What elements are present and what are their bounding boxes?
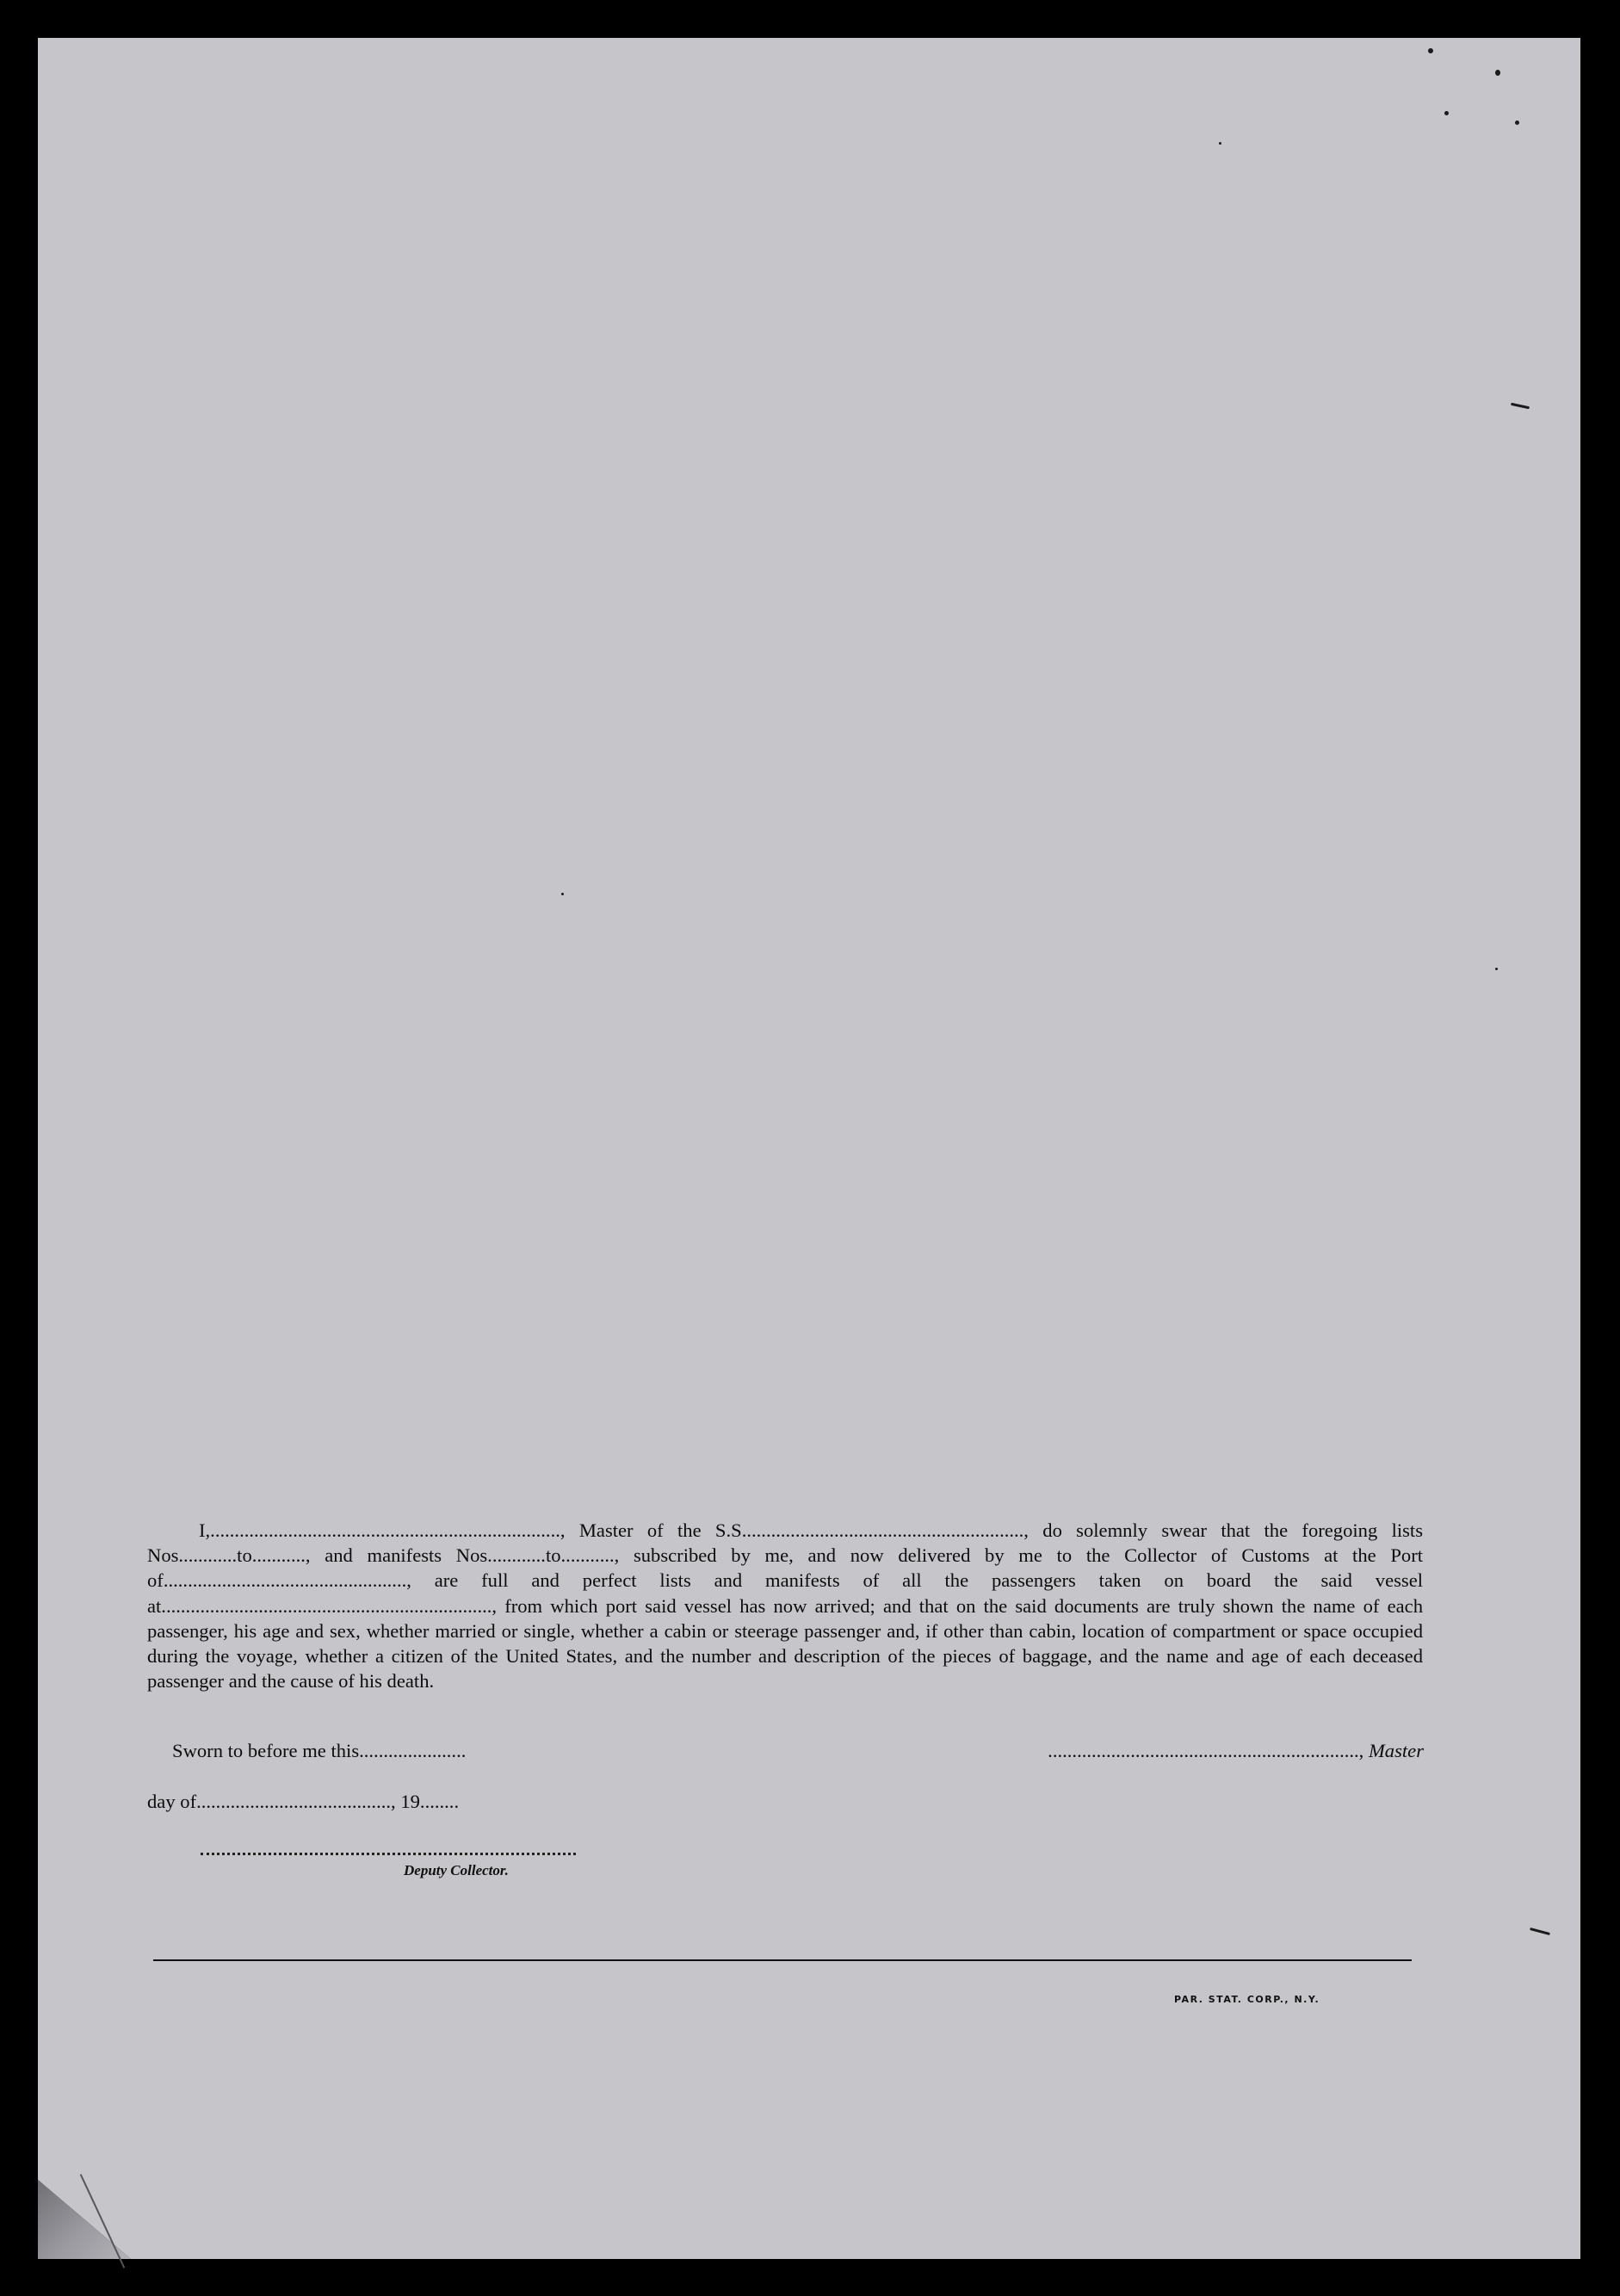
footer-rule <box>153 1959 1412 1961</box>
master-signature-dots: ................................................................, <box>1048 1740 1364 1761</box>
master-signature-line <box>906 1740 1424 1762</box>
printer-imprint: PAR. STAT. CORP., N.Y. <box>1174 1994 1320 2005</box>
master-label: Master <box>1368 1740 1424 1761</box>
deputy-signature-line <box>201 1853 576 1855</box>
oath-statement <box>147 1518 1423 1693</box>
oath-paragraph: I,........................................................................, Master of the S.S.........................................................., do solemnly swear that the foregoing lists Nos............to..........., and manifests Nos............to..........., subscribed by me, and now delivered by me to the Collector of Customs at the Port of.................................................., are full and perfect lists and manifests of all the passengers taken on board the said vessel at...................................................................., from which port said vessel has now arrived; and that on the said documents are truly shown the name of each passenger, his age and sex, whether married or single, whether a cabin or steerage passenger and, if other than cabin, location of compartment or space occupied during the voyage, whether a citizen of the United States, and the number and description of the pieces of baggage, and the name and age of each deceased passenger and the cause of his death. <box>147 1519 1423 1693</box>
document-page <box>38 38 1580 2259</box>
scan-speck <box>1219 142 1221 145</box>
day-of-line: day of........................................, 19........ <box>147 1791 460 1812</box>
scan-speck <box>561 893 564 895</box>
scan-speck <box>1515 121 1519 125</box>
sworn-before-line: Sworn to before me this...................... <box>172 1740 467 1761</box>
scan-speck <box>1444 111 1449 115</box>
scan-speck <box>1495 968 1498 970</box>
scan-speck <box>1428 48 1433 53</box>
deputy-collector-label: Deputy Collector. <box>404 1862 509 1878</box>
scan-speck <box>1495 70 1500 76</box>
